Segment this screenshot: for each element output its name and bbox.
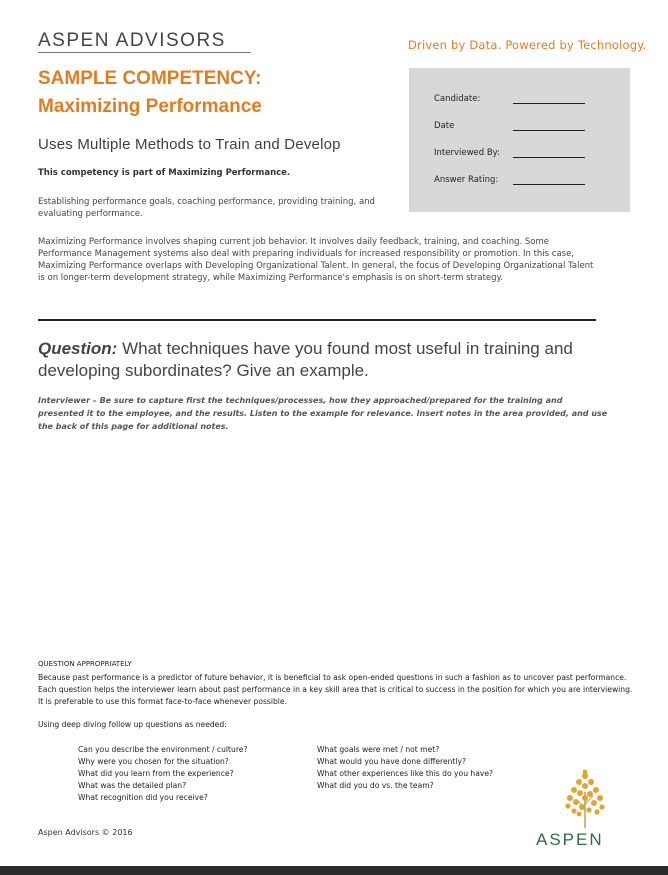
follow-up-question: What would you have done differently? — [317, 757, 467, 766]
brand-name: ASPEN ADVISORS — [38, 30, 226, 51]
title-line-1: SAMPLE COMPETENCY: — [38, 68, 262, 89]
interviewer-note: Interviewer – Be sure to capture first the techniques/processes, how they approached/prepared for the training and presented it to the employee, and the results. Listen to the example for relevance. Insert notes in the area provided, and use the back of this page for additional notes. — [38, 396, 608, 431]
deep-diving-intro: Using deep diving follow up questions as needed: — [38, 720, 227, 729]
date-line — [513, 130, 585, 131]
title-line-2: Maximizing Performance — [38, 96, 262, 117]
follow-up-question: What did you do vs. the team? — [317, 781, 434, 790]
copyright-footer: Aspen Advisors © 2016 — [38, 828, 133, 837]
section-divider — [38, 319, 596, 321]
follow-up-question: What recognition did you receive? — [78, 793, 208, 802]
description-paragraph-2: Maximizing Performance involves shaping current job behavior. It involves daily feedback, training, and coaching. Some Performance Management systems also deal with preparing individuals for increased responsibility or promotion. In this case, Maximizing Performance overlaps with Developing Organizational Talent. In general, the focus of Developing Organizational Talent is on longer-term development strategy, while Maximizing Performance's emphasis is on short-term strategy. — [38, 237, 594, 283]
question-label: Question: — [38, 339, 118, 358]
logo-wordmark: ASPEN — [536, 830, 604, 849]
date-label: Date — [434, 121, 455, 131]
tagline: Driven by Data. Powered by Technology. — [408, 38, 647, 52]
question-appropriately-heading: QUESTION APPROPRIATELY — [38, 660, 132, 668]
candidate-line — [513, 103, 585, 104]
brand-underline — [38, 52, 251, 53]
answer-rating-line — [513, 184, 585, 185]
follow-up-question: What other experiences like this do you have? — [317, 769, 494, 778]
follow-up-questions-left — [78, 744, 247, 804]
candidate-info-box — [409, 68, 630, 212]
interview-question — [38, 338, 598, 382]
answer-rating-label: Answer Rating: — [434, 175, 499, 185]
follow-up-question: What goals were met / not met? — [317, 745, 440, 754]
interviewed-by-label: Interviewed By: — [434, 148, 500, 158]
follow-up-question: Can you describe the environment / culture? — [78, 745, 248, 754]
subtitle: Uses Multiple Methods to Train and Develop — [38, 136, 341, 153]
question-appropriately-text: Because past performance is a predictor of future behavior, it is beneficial to ask open-ended questions in such a fashion as to uncover past performance. Each question helps the interviewer learn about past performance in a key skill area that is critical to success in the position for which you are interviewing. It is preferable to use this format face-to-face whenever possible. — [38, 673, 633, 706]
follow-up-question: Why were you chosen for the situation? — [78, 757, 229, 766]
follow-up-question: What did you learn from the experience? — [78, 769, 234, 778]
follow-up-question: What was the detailed plan? — [78, 781, 187, 790]
interviewed-by-line — [513, 157, 585, 158]
description-paragraph-1: Establishing performance goals, coaching performance, providing training, and evaluating performance. — [38, 197, 375, 219]
candidate-label: Candidate: — [434, 94, 481, 104]
follow-up-questions-right — [317, 744, 493, 792]
part-of-statement: This competency is part of Maximizing Performance. — [38, 168, 291, 178]
bottom-bar — [0, 866, 668, 875]
question-text: What techniques have you found most useful in training and developing subordinates? Give an example. — [38, 339, 573, 380]
